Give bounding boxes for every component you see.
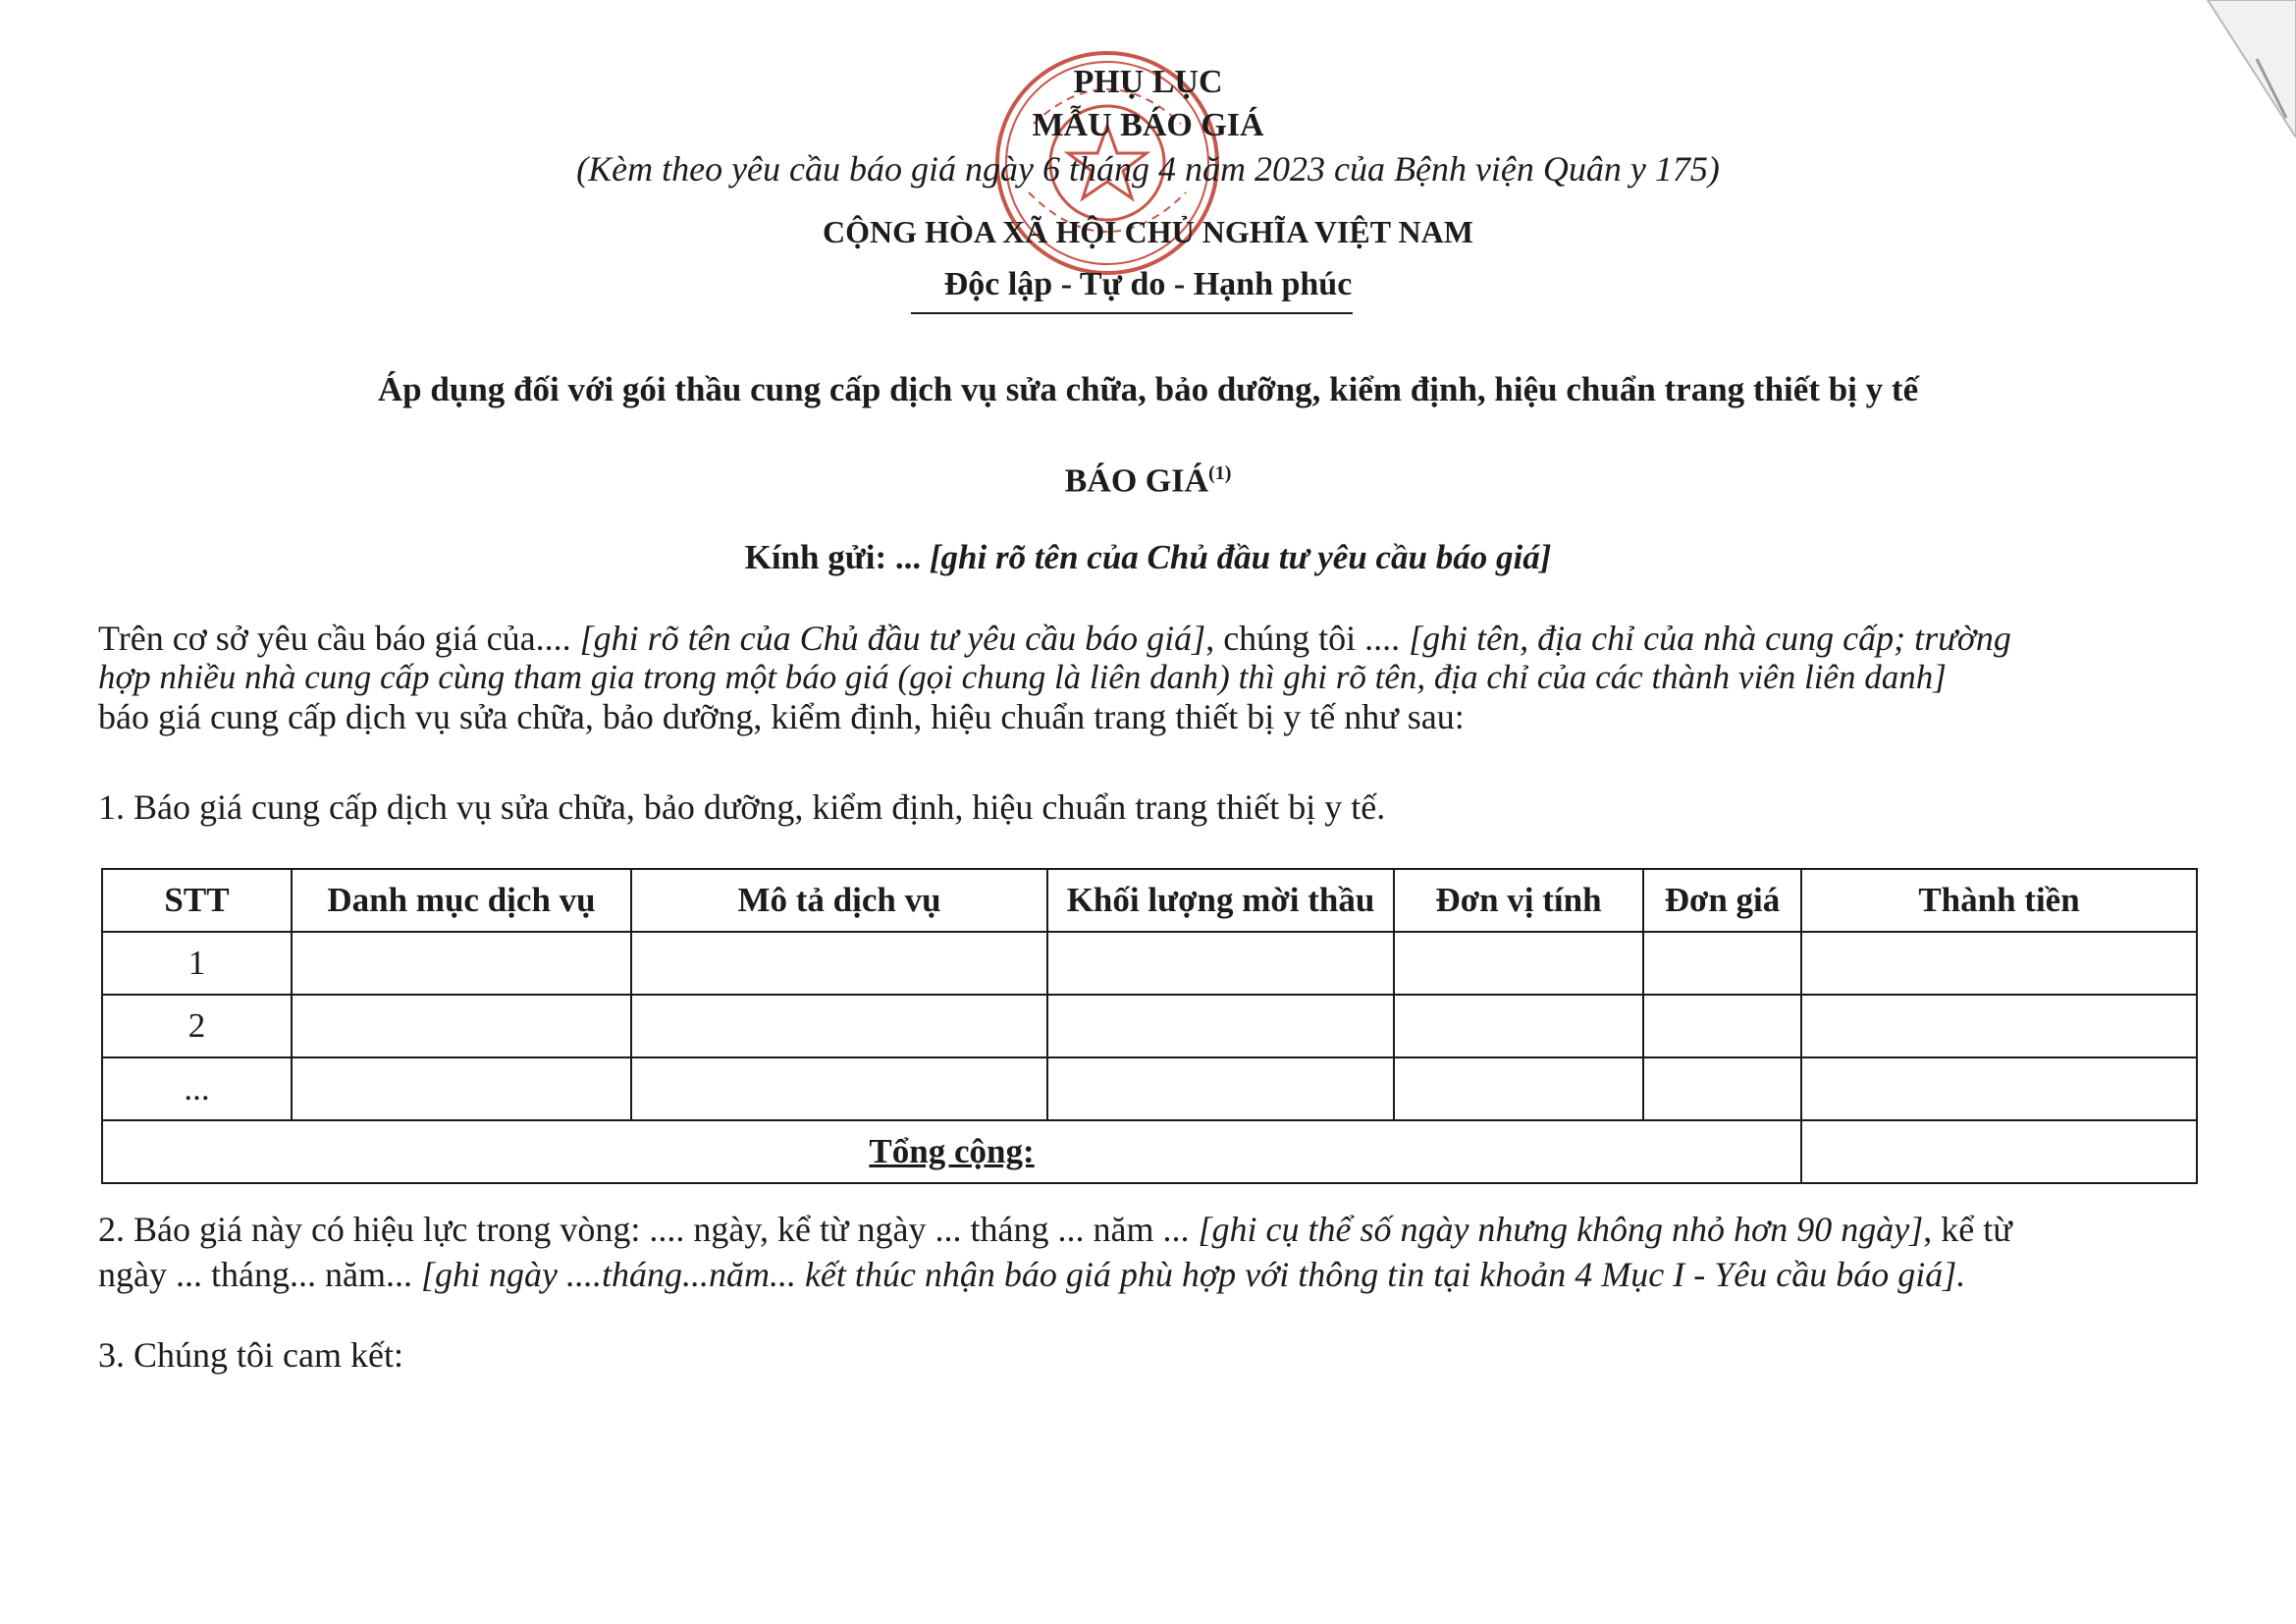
row-number: 2 — [102, 995, 292, 1057]
document-title-text: BÁO GIÁ — [1064, 462, 1209, 500]
column-header: Mô tả dịch vụ — [631, 869, 1047, 932]
footnote-marker: (1) — [1208, 462, 1232, 484]
validity-placeholder: [ghi cụ thể số ngày nhưng không nhỏ hơn 90 ngày] — [1198, 1210, 1924, 1249]
table-cell[interactable] — [1643, 995, 1801, 1057]
table-cell[interactable] — [292, 995, 631, 1057]
quotation-table — [101, 868, 2198, 1184]
validity-text-2: , kể từ — [1923, 1210, 2012, 1249]
table-cell[interactable] — [292, 932, 631, 995]
intro-text-2: , chúng tôi .... — [1205, 619, 1410, 658]
intro-placeholder-2: [ghi tên, địa chỉ của nhà cung cấp; trường — [1409, 619, 2011, 658]
table-cell[interactable] — [1801, 1057, 2197, 1120]
column-header: Khối lượng mời thầu — [1047, 869, 1394, 932]
attachment-note: (Kèm theo yêu cầu báo giá ngày 6 tháng 4 năm 2023 của Bệnh viện Quân y 175) — [576, 149, 1720, 189]
section-2-line-2 — [98, 1255, 2209, 1294]
intro-line-3: báo giá cung cấp dịch vụ sửa chữa, bảo dưỡng, kiểm định, hiệu chuẩn trang thiết bị y tế như sau: — [98, 697, 1465, 736]
appendix-title: PHỤ LỤC — [1073, 64, 1223, 100]
table-cell[interactable] — [631, 1057, 1047, 1120]
column-header: Danh mục dịch vụ — [292, 869, 631, 932]
total-value-cell[interactable] — [1801, 1120, 2197, 1183]
row-number: ... — [102, 1057, 292, 1120]
validity-date-placeholder: [ghi ngày ....tháng...năm... kết thúc nhận báo giá phù hợp với thông tin tại khoản 4 Mục I - Yêu cầu báo giá]. — [420, 1255, 1966, 1294]
table-cell[interactable] — [1801, 932, 2197, 995]
table-cell[interactable] — [1643, 932, 1801, 995]
motto-underline — [911, 312, 1353, 314]
intro-placeholder-1: [ghi rõ tên của Chủ đầu tư yêu cầu báo giá] — [579, 619, 1206, 658]
form-title: MẪU BÁO GIÁ — [1032, 107, 1264, 143]
table-total-row — [102, 1120, 2197, 1183]
document-title — [0, 454, 2296, 501]
row-number: 1 — [102, 932, 292, 995]
table-cell[interactable] — [1801, 995, 2197, 1057]
section-3-heading: 3. Chúng tôi cam kết: — [98, 1335, 403, 1375]
country-name: CỘNG HÒA XÃ HỘI CHỦ NGHĨA VIỆT NAM — [823, 214, 1473, 249]
section-2-line-1 — [98, 1210, 2209, 1249]
table-cell[interactable] — [1047, 932, 1394, 995]
page-corner-fold-icon — [2188, 0, 2296, 137]
column-header: Đơn giá — [1643, 869, 1801, 932]
recipient-line — [0, 538, 2296, 577]
table-row — [102, 932, 2197, 995]
table-cell[interactable] — [631, 995, 1047, 1057]
national-motto: Độc lập - Tự do - Hạnh phúc — [943, 266, 1353, 302]
recipient-label: Kính gửi: ... — [744, 538, 922, 576]
column-header: STT — [102, 869, 292, 932]
column-header: Đơn vị tính — [1394, 869, 1643, 932]
table-cell[interactable] — [1047, 1057, 1394, 1120]
scope-line: Áp dụng đối với gói thầu cung cấp dịch vụ sửa chữa, bảo dưỡng, kiểm định, hiệu chuẩn trang thiết bị y tế — [377, 370, 1919, 408]
section-1-heading: 1. Báo giá cung cấp dịch vụ sửa chữa, bảo dưỡng, kiểm định, hiệu chuẩn trang thiết bị y tế. — [98, 787, 1386, 827]
recipient-placeholder: [ghi rõ tên của Chủ đầu tư yêu cầu báo giá] — [921, 538, 1552, 576]
table-row — [102, 1057, 2197, 1120]
validity-text: 2. Báo giá này có hiệu lực trong vòng: .... ngày, kể từ ngày ... tháng ... năm ... — [98, 1210, 1199, 1249]
table-row — [102, 995, 2197, 1057]
intro-paragraph — [98, 619, 2209, 736]
column-header: Thành tiền — [1801, 869, 2197, 932]
table-cell[interactable] — [1394, 995, 1643, 1057]
table-cell[interactable] — [1047, 995, 1394, 1057]
table-cell[interactable] — [1394, 1057, 1643, 1120]
intro-line-2: hợp nhiều nhà cung cấp cùng tham gia trong một báo giá (gọi chung là liên danh) thì ghi rõ tên, địa chỉ của các thành viên liên danh] — [98, 658, 1947, 696]
table-cell[interactable] — [292, 1057, 631, 1120]
section-2-paragraph — [98, 1210, 2209, 1294]
table-cell[interactable] — [631, 932, 1047, 995]
intro-line-1 — [98, 619, 2209, 658]
validity-date-text: ngày ... tháng... năm... — [98, 1255, 421, 1294]
table-header-row — [102, 869, 2197, 932]
intro-text-1: Trên cơ sở yêu cầu báo giá của.... — [98, 619, 580, 658]
table-cell[interactable] — [1643, 1057, 1801, 1120]
table-cell[interactable] — [1394, 932, 1643, 995]
total-label: Tổng cộng: — [102, 1120, 1801, 1183]
